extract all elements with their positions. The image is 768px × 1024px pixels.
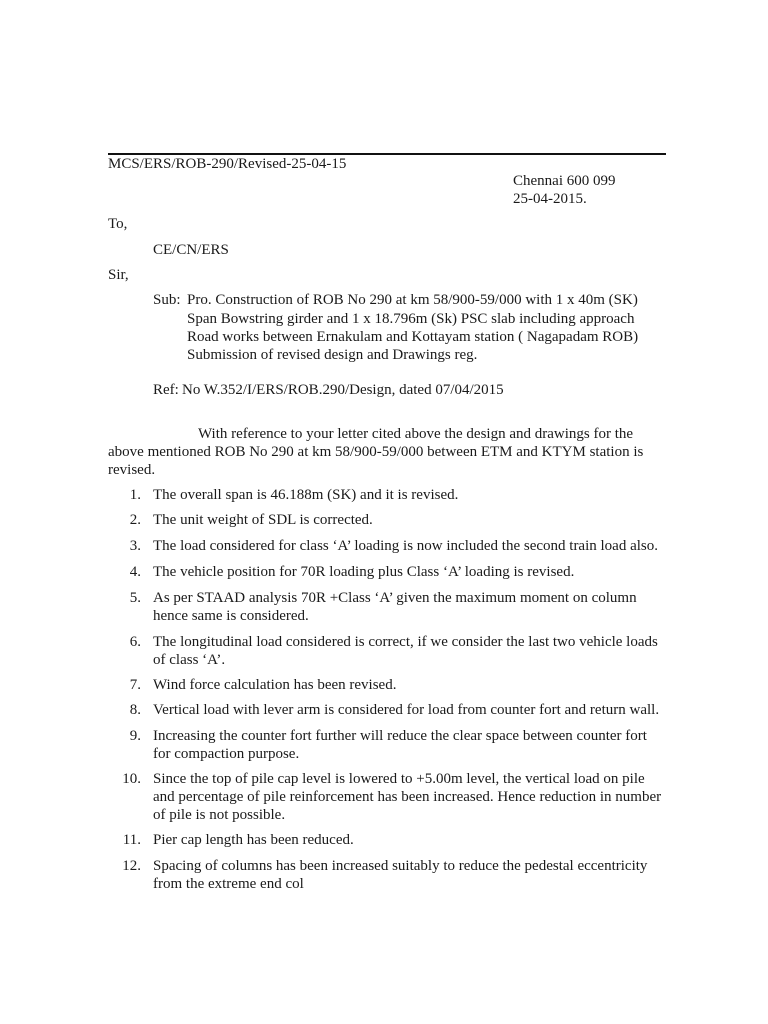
point-line: The longitudinal load considered is correct, if we consider the last two vehicle loads bbox=[153, 634, 658, 650]
reference-text: No W.352/I/ERS/ROB.290/Design, dated 07/04/2015 bbox=[182, 382, 504, 398]
point-line: hence same is considered. bbox=[153, 608, 309, 624]
letter-date: 25-04-2015. bbox=[513, 191, 587, 207]
point-line: and percentage of pile reinforcement has been increased. Hence reduction in number bbox=[153, 789, 662, 805]
point-number: 6. bbox=[129, 634, 141, 650]
point-line: from the extreme end col bbox=[153, 876, 304, 892]
body-line: revised. bbox=[108, 462, 156, 478]
to-label: To, bbox=[108, 216, 128, 232]
subject-line: Pro. Construction of ROB No 290 at km 58/900-59/000 with 1 x 40m (SK) bbox=[187, 292, 638, 308]
reference-label: Ref: bbox=[153, 382, 179, 398]
point-number: 3. bbox=[129, 538, 141, 554]
point-number: 9. bbox=[129, 728, 141, 744]
point-number: 7. bbox=[129, 677, 141, 693]
reference-number: MCS/ERS/ROB-290/Revised-25-04-15 bbox=[108, 156, 347, 172]
body-line: above mentioned ROB No 290 at km 58/900-59/000 between ETM and KTYM station is bbox=[108, 444, 644, 460]
subject-line: Road works between Ernakulam and Kottayam station ( Nagapadam ROB) bbox=[187, 329, 639, 345]
point-line: Pier cap length has been reduced. bbox=[153, 832, 354, 848]
point-number: 5. bbox=[129, 590, 141, 606]
sender-place: Chennai 600 099 bbox=[513, 173, 616, 189]
point-line: Increasing the counter fort further will reduce the clear space between counter fort bbox=[153, 728, 647, 744]
salutation: Sir, bbox=[108, 267, 129, 283]
point-line: Since the top of pile cap level is lowered to +5.00m level, the vertical load on pile bbox=[153, 771, 645, 787]
point-line: of pile is not possible. bbox=[153, 807, 286, 823]
point-number: 4. bbox=[129, 564, 141, 580]
subject-line: Span Bowstring girder and 1 x 18.796m (Sk) PSC slab including approach bbox=[187, 311, 635, 327]
point-number: 10. bbox=[122, 771, 141, 787]
subject-label: Sub: bbox=[153, 292, 181, 308]
point-line: The load considered for class ‘A’ loading is now included the second train load also. bbox=[153, 538, 658, 554]
point-line: for compaction purpose. bbox=[153, 746, 300, 762]
point-line: The overall span is 46.188m (SK) and it is revised. bbox=[153, 487, 459, 503]
point-number: 8. bbox=[129, 702, 141, 718]
point-number: 12. bbox=[122, 858, 141, 874]
point-number: 11. bbox=[122, 832, 141, 848]
point-line: The unit weight of SDL is corrected. bbox=[153, 512, 373, 528]
point-number: 1. bbox=[129, 487, 141, 503]
point-line: Wind force calculation has been revised. bbox=[153, 677, 397, 693]
point-line: Vertical load with lever arm is considered for load from counter fort and return wall. bbox=[153, 702, 660, 718]
subject-line: Submission of revised design and Drawings reg. bbox=[187, 347, 478, 363]
point-line: of class ‘A’. bbox=[153, 652, 226, 668]
point-line: As per STAAD analysis 70R +Class ‘A’ given the maximum moment on column bbox=[153, 590, 637, 606]
point-line: The vehicle position for 70R loading plus Class ‘A’ loading is revised. bbox=[153, 564, 575, 580]
point-line: Spacing of columns has been increased suitably to reduce the pedestal eccentricity bbox=[153, 858, 648, 874]
addressee: CE/CN/ERS bbox=[153, 242, 229, 258]
body-line: With reference to your letter cited above the design and drawings for the bbox=[198, 426, 634, 442]
point-number: 2. bbox=[129, 512, 141, 528]
